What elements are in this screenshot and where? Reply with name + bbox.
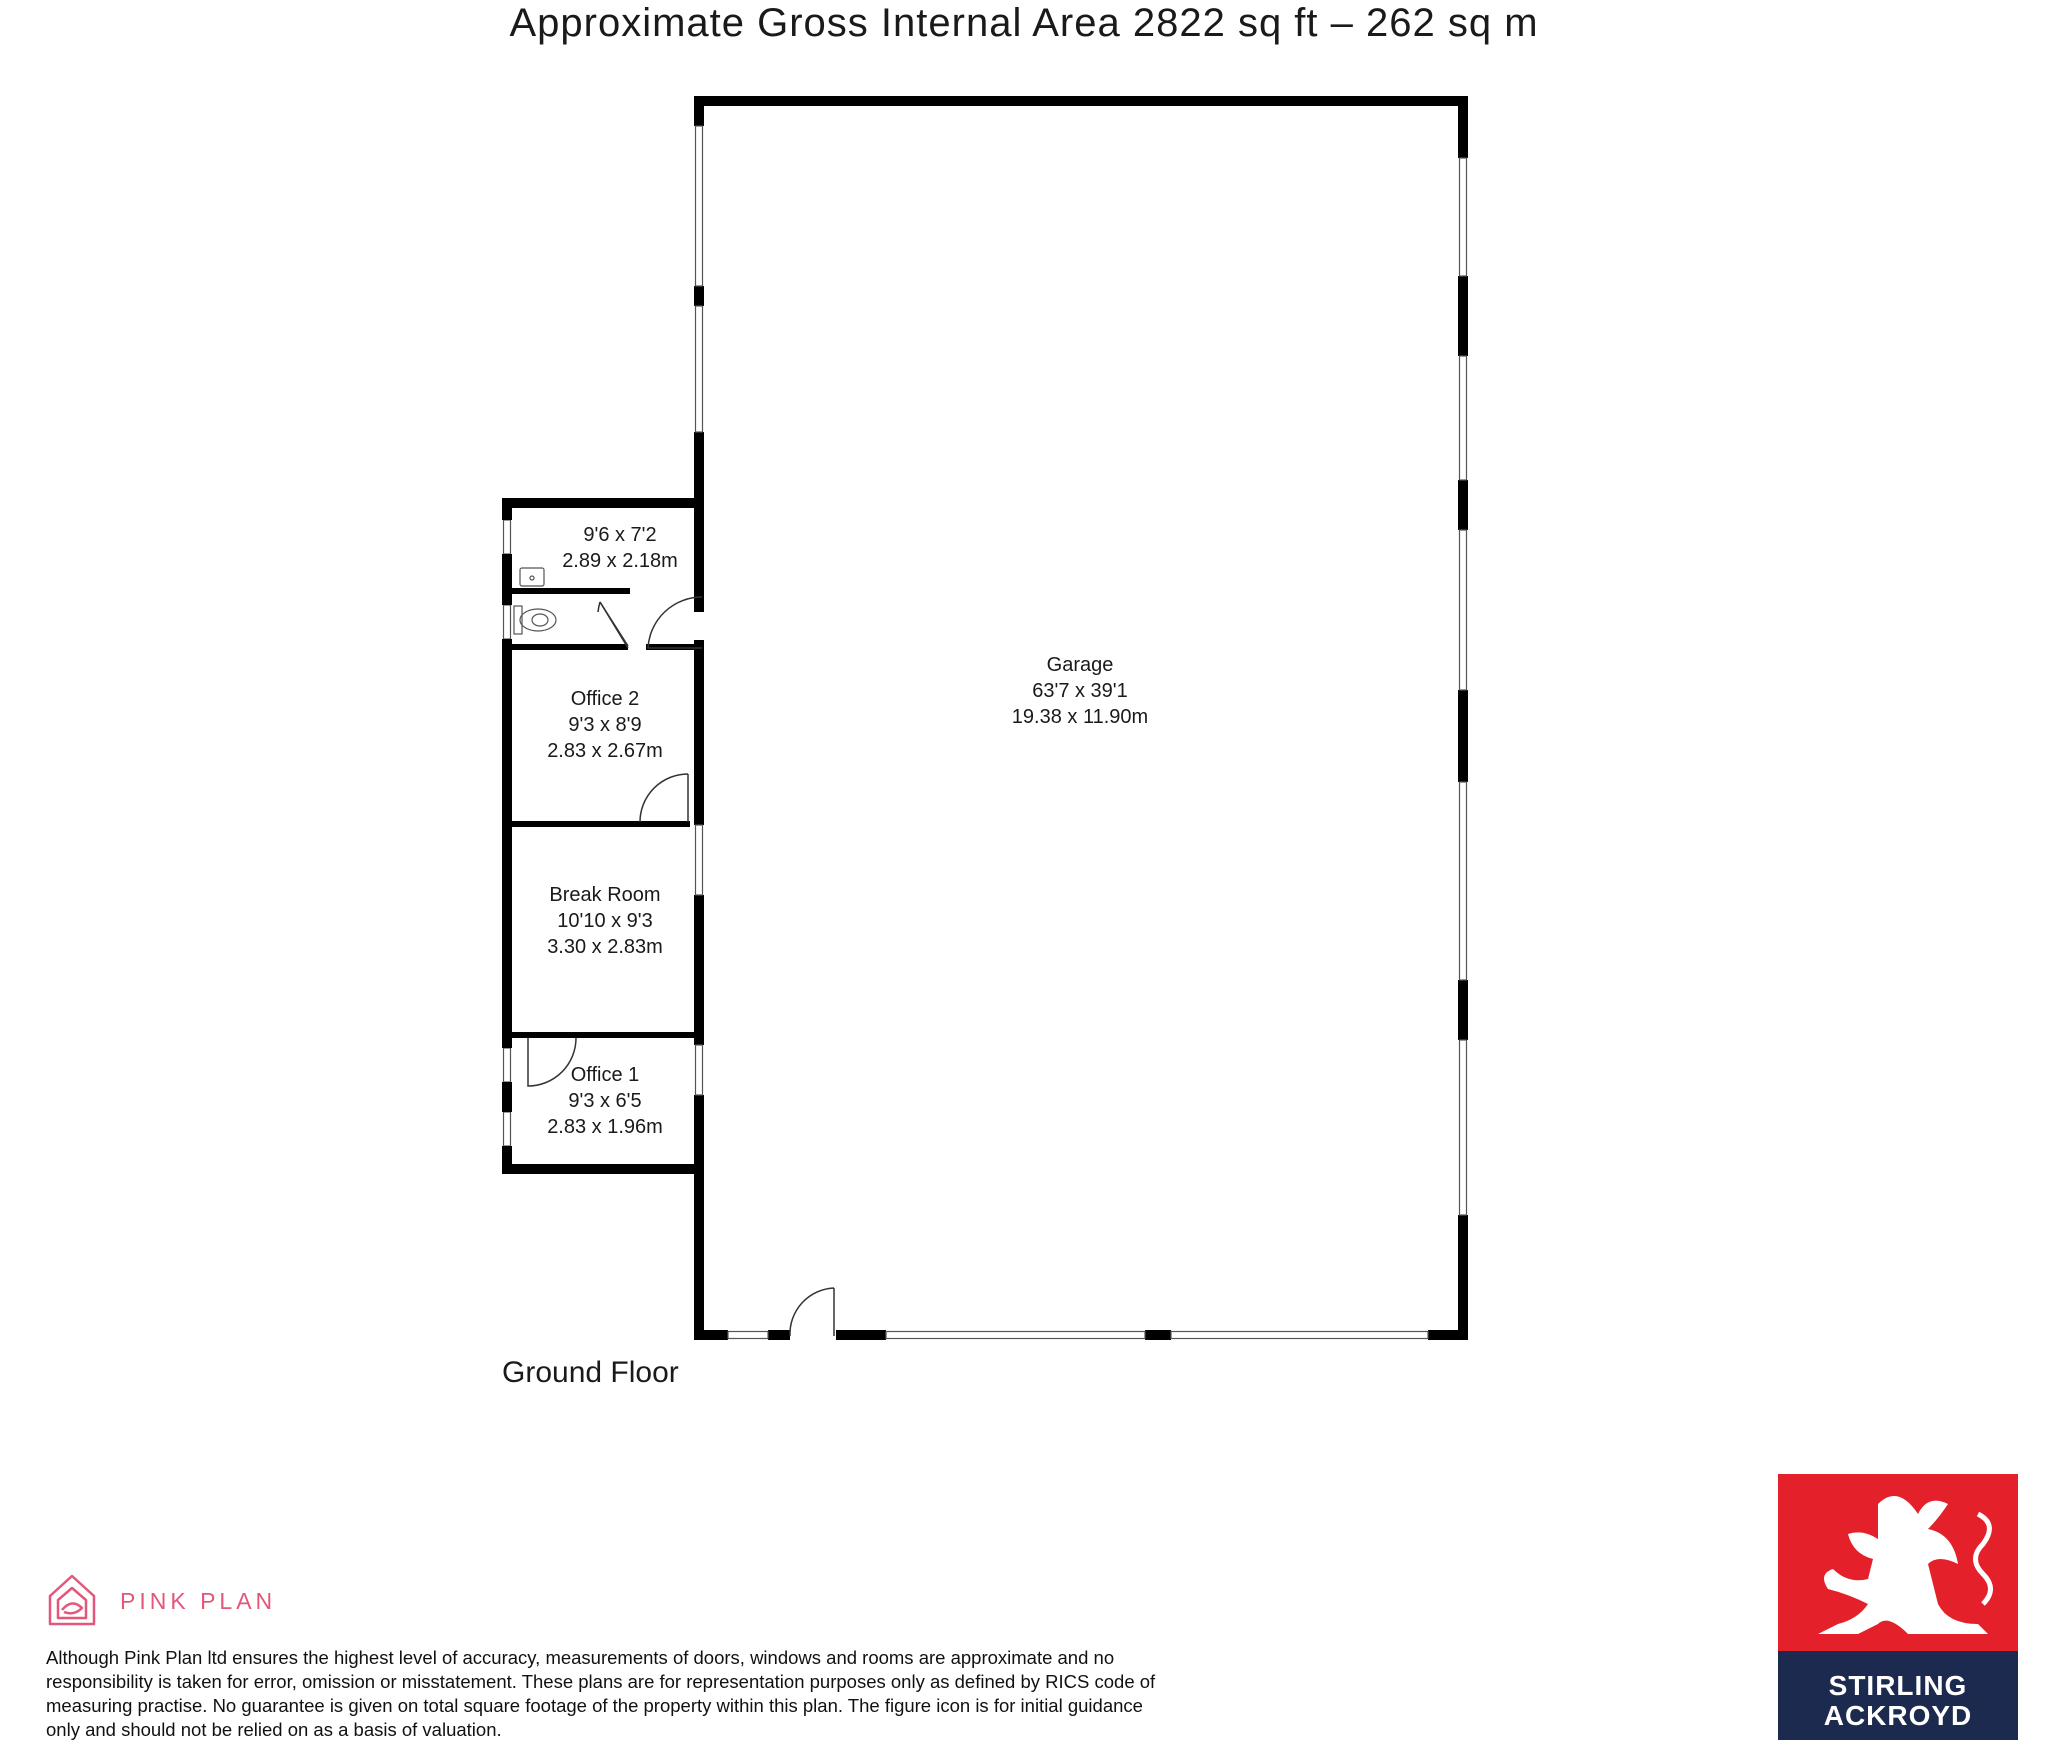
annex-left-wall-wc [502,554,512,605]
griffin-icon [1778,1474,2018,1651]
garage-right-window-5 [1460,1040,1467,1215]
garage-top-wall [694,96,1467,106]
garage-right-wall-seg3 [1458,480,1468,530]
breakroom-bottom-wall-left [508,1032,528,1038]
garage-metric: 19.38 x 11.90m [1011,706,1149,728]
floor-label: Ground Floor [502,1356,679,1389]
garage-left-window-2 [696,306,703,432]
office2-name: Office 2 [570,688,640,710]
office1-name: Office 1 [570,1064,640,1086]
pink-plan-logo-icon [46,1572,98,1628]
logo-line-2: ACKROYD [1823,1700,1973,1731]
garage-bottom-wall-mid [1145,1330,1171,1340]
annex-left-wall-top [502,498,512,520]
wc-bottom-wall-right [646,644,700,650]
wc-partition [508,588,630,594]
break-room-imperial: 10'10 x 9'3 [557,910,653,932]
garage-right-wall-seg5 [1458,980,1468,1040]
office2-metric: 2.83 x 2.67m [547,740,663,762]
garage-bottom-window-3 [728,1332,768,1339]
wc-window [504,520,511,554]
break-room-metric: 3.30 x 2.83m [547,936,663,958]
garage-right-window-4 [1460,782,1467,980]
annex-left-wall-office1 [502,1082,512,1112]
gross-area-title: Approximate Gross Internal Area 2822 sq ft – 262 sq m [509,1,1539,45]
stirling-ackroyd-logo [1778,1474,2018,1740]
annex-left-wall-main [502,639,512,1048]
garage-name: Garage [1046,654,1114,676]
wc-door-arc [600,602,628,646]
garage-left-window-1 [696,126,703,286]
wc-room-label [540,522,700,574]
annex-bottom-wall [502,1164,702,1174]
garage-right-wall-upper [1458,96,1468,158]
garage-right-wall-seg2 [1458,276,1468,356]
garage-right-window-1 [1460,158,1467,276]
office1-imperial: 9'3 x 6'5 [568,1090,642,1112]
garage-pedestrian-door [790,1288,834,1336]
logo-wordmark [1778,1671,2018,1731]
office1-window-1 [504,1048,511,1082]
annex-top-wall [502,498,702,508]
wc-imperial: 9'6 x 7'2 [583,524,657,546]
toilet-cistern-icon [514,606,522,634]
wc-inner-door [598,602,628,648]
garage-left-wall-top-stub [694,96,704,126]
wc-bottom-wall [508,644,628,650]
office1-metric: 2.83 x 1.96m [547,1116,663,1138]
garage-right-wall-seg4 [1458,690,1468,782]
office2-bottom-wall [508,821,690,827]
garage-bottom-window-1 [886,1332,1145,1339]
break-room-label [520,882,690,960]
garage-imperial: 63'7 x 39'1 [1032,680,1128,702]
logo-line-1: STIRLING [1828,1670,1968,1701]
breakroom-bottom-wall [508,1032,698,1038]
garage-bottom-wall-left [836,1330,886,1340]
garage-bottom-wall-door-jamb [768,1330,790,1340]
office1-window-right [696,1045,703,1095]
office1-window-2 [504,1112,511,1146]
breakroom-window [696,825,703,895]
garage-right-window-2 [1460,356,1467,480]
office2-room-label [520,686,690,764]
break-room-name: Break Room [549,884,661,906]
office1-room-label [520,1062,690,1140]
pink-plan-wordmark: PINK PLAN [120,1588,277,1614]
toilet-seat-icon [532,614,548,626]
wc-metric: 2.89 x 2.18m [562,550,678,572]
office2-imperial: 9'3 x 8'9 [568,714,642,736]
office2-door [640,774,688,822]
basin-drain-icon [530,576,534,580]
garage-bottom-wall-right [1428,1330,1468,1340]
garage-left-wall-breakroom [694,895,704,1045]
disclaimer-text: Although Pink Plan ltd ensures the highest level of accuracy, measurements of doors, windows and rooms are approximate and no responsibility is taken for error, omission or misstatement. These plans are for representation purposes only as defined by RICS code of measuring practise. No guarantee is given on total square footage of the property within this plan. The figure icon is for initial guidance only and should not be relied on as a basis of valuation. [46,1647,1156,1740]
wc-fixtures [514,568,556,634]
garage-room-label [980,652,1180,730]
annex-entry-door [648,597,702,648]
garage-left-wall-bottom [694,1095,704,1340]
garage-bottom-window-2 [1171,1332,1428,1339]
toilet-bowl-icon [520,609,556,631]
garage-left-wall-pier [694,286,704,306]
wc-window-2 [504,605,511,639]
logo-red-panel [1778,1474,2018,1651]
garage-left-wall-mid [694,640,704,825]
garage-right-wall-lower [1458,1215,1468,1339]
garage-right-window-3 [1460,530,1467,690]
